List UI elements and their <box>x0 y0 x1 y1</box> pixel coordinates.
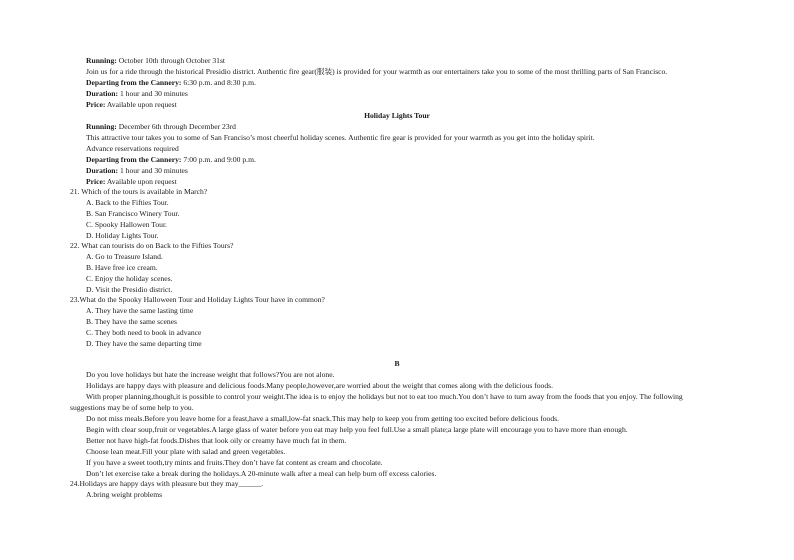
option: D. Visit the Presidio district. <box>86 285 173 294</box>
paragraph-continuation: suggestions may be of some help to you. <box>70 403 194 412</box>
paragraph: Do you love holidays but hate the increase weight that follows?You are not alone. <box>86 370 335 379</box>
paragraph: Choose lean meat.Fill your plate with salad and green vegetables. <box>86 447 286 456</box>
question-stem: 24.Holidays are happy days with pleasure but they may______. <box>70 479 264 488</box>
option: D. They have the same departing time <box>86 339 202 348</box>
option: C. Enjoy the holiday scenes. <box>86 274 173 283</box>
tour2-price: Price: Available upon request <box>86 177 177 186</box>
tour2-duration: Duration: 1 hour and 30 minutes <box>86 166 188 175</box>
option: B. Have free ice cream. <box>86 263 158 272</box>
option: A. Back to the Fifties Tour. <box>86 198 169 207</box>
tour2-advance: Advance reservations required <box>86 144 179 153</box>
option: C. They both need to book in advance <box>86 328 202 337</box>
paragraph: Better not have high-fat foods.Dishes that look oily or creamy have much fat in them. <box>86 436 347 445</box>
tour2-title: Holiday Lights Tour <box>364 111 430 120</box>
question-stem: 22. What can tourists do on Back to the Fifties Tours? <box>70 241 234 250</box>
option: B. San Francisco Winery Tour. <box>86 209 180 218</box>
tour2-running: Running: December 6th through December 23rd <box>86 122 236 131</box>
paragraph: With proper planning,though,it is possible to control your weight.The idea is to enjoy the holidays but not to eat too much.You don’t have to turn away from the foods that you enjoy. The following <box>86 392 683 401</box>
option: A.bring weight problems <box>86 490 163 499</box>
option: A. Go to Treasure Island. <box>86 252 163 261</box>
paragraph: If you have a sweet tooth,try mints and fruits.They don’t have fat content as cream and chocolate. <box>86 458 383 467</box>
option: D. Holiday Lights Tour. <box>86 231 159 240</box>
option: A. They have the same lasting time <box>86 306 194 315</box>
tour1-price: Price: Available upon request <box>86 100 177 109</box>
paragraph: Holidays are happy days with pleasure and delicious foods.Many people,however,are worried about the weight that comes along with the delicious foods. <box>86 381 554 390</box>
paragraph: Do not miss meals.Before you leave home for a feast,have a small,low-fat snack.This may help to keep you from getting too excited before delicious foods. <box>86 414 559 423</box>
option: B. They have the same scenes <box>86 317 177 326</box>
paragraph: Don’t let exercise take a break during the holidays.A 20-minute walk after a meal can help burn off excess calories. <box>86 469 437 478</box>
tour1-description: Join us for a ride through the historical Presidio district. Authentic fire gear(服装) is provided for your warmth as our entertainers take you to some of the most thrilling parts of San Francisco. <box>86 67 668 76</box>
section-heading-b: B <box>394 359 400 368</box>
question-stem: 23.What do the Spooky Halloween Tour and Holiday Lights Tour have in common? <box>70 295 325 304</box>
question-stem: 21. Which of the tours is available in March? <box>70 187 208 196</box>
paragraph: Begin with clear soup,fruit or vegetables.A large glass of water before you eat may help you feel full.Use a small plate;a large plate will encourage you to have more than enough. <box>86 425 628 434</box>
tour2-description: This attractive tour takes you to some of San Franciso’s most cheerful holiday scenes. Authentic fire gear is provided for your warmth as you get into the holiday spirit. <box>86 133 595 142</box>
tour1-running: Running: October 10th through October 31st <box>86 56 226 65</box>
tour1-duration: Duration: 1 hour and 30 minutes <box>86 89 188 98</box>
tour1-departing: Departing from the Cannery: 6:30 p.m. and 8:30 p.m. <box>86 78 256 87</box>
option: C. Spooky Hallowen Tour. <box>86 220 167 229</box>
tour2-departing: Departing from the Cannery: 7:00 p.m. and 9:00 p.m. <box>86 155 256 164</box>
